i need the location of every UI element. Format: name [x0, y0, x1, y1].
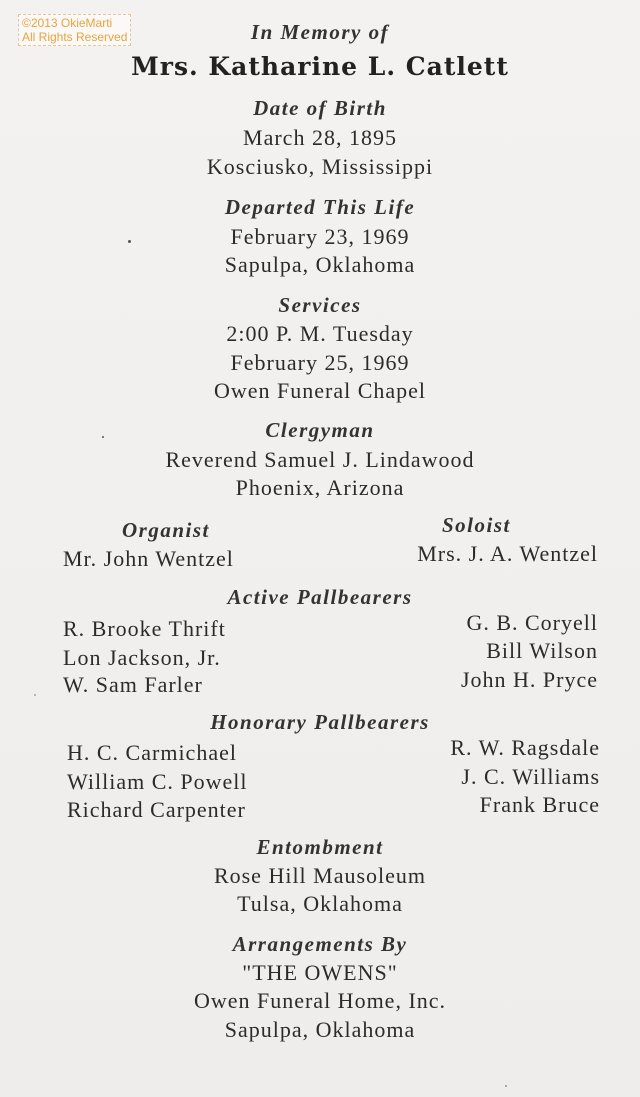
- organist-heading: Organist: [122, 518, 210, 542]
- clergyman-place: Phoenix, Arizona: [235, 475, 405, 500]
- active-pallbearer-left: W. Sam Farler: [63, 672, 203, 697]
- active-pallbearer-left: R. Brooke Thrift: [63, 616, 226, 641]
- honorary-pallbearer-right: R. W. Ragsdale: [450, 735, 600, 760]
- print-speck: [102, 436, 104, 438]
- arrangements-firm: "THE OWENS": [242, 960, 398, 985]
- active-pallbearer-right: Bill Wilson: [486, 638, 598, 663]
- services-date: February 25, 1969: [230, 350, 410, 375]
- print-speck: [34, 694, 36, 696]
- honorary-pallbearer-right: J. C. Williams: [461, 764, 600, 789]
- services-place: Owen Funeral Chapel: [213, 378, 427, 403]
- services-heading: Services: [278, 293, 362, 317]
- soloist-name: Mrs. J. A. Wentzel: [417, 541, 598, 566]
- arrangements-heading: Arrangements By: [232, 932, 408, 956]
- honorary-pallbearer-left: H. C. Carmichael: [67, 740, 237, 765]
- deceased-name: Mrs. Katharine L. Catlett: [131, 52, 509, 81]
- birth-place: Kosciusko, Mississippi: [206, 154, 434, 179]
- active-pallbearers-heading: Active Pallbearers: [227, 585, 413, 609]
- birth-date: March 28, 1895: [243, 125, 397, 150]
- death-heading: Departed This Life: [224, 195, 416, 219]
- arrangements-city: Sapulpa, Oklahoma: [224, 1017, 416, 1042]
- arrangements-home: Owen Funeral Home, Inc.: [193, 988, 447, 1013]
- honorary-pallbearer-right: Frank Bruce: [479, 792, 600, 817]
- honorary-pallbearers-heading: Honorary Pallbearers: [210, 710, 430, 734]
- death-place: Sapulpa, Oklahoma: [224, 252, 416, 277]
- active-pallbearer-right: G. B. Coryell: [466, 610, 598, 635]
- entombment-place: Rose Hill Mausoleum: [213, 863, 427, 888]
- active-pallbearer-left: Lon Jackson, Jr.: [63, 645, 221, 670]
- birth-heading: Date of Birth: [253, 96, 387, 120]
- memorial-title: In Memory of: [250, 20, 390, 44]
- print-speck: [128, 240, 131, 243]
- organist-name: Mr. John Wentzel: [63, 546, 234, 571]
- entombment-heading: Entombment: [256, 835, 384, 859]
- services-time: 2:00 P. M. Tuesday: [226, 321, 414, 346]
- entombment-city: Tulsa, Oklahoma: [237, 891, 403, 916]
- watermark-line-2: All Rights Reserved: [22, 30, 128, 44]
- clergyman-heading: Clergyman: [265, 418, 375, 442]
- print-speck: [505, 1085, 507, 1087]
- honorary-pallbearer-left: William C. Powell: [67, 769, 248, 794]
- active-pallbearer-right: John H. Pryce: [460, 667, 598, 692]
- honorary-pallbearer-left: Richard Carpenter: [67, 797, 246, 822]
- death-date: February 23, 1969: [230, 224, 410, 249]
- clergyman-name: Reverend Samuel J. Lindawood: [165, 447, 475, 472]
- watermark-line-1: ©2013 OkieMarti: [22, 16, 113, 30]
- soloist-heading: Soloist: [442, 513, 511, 537]
